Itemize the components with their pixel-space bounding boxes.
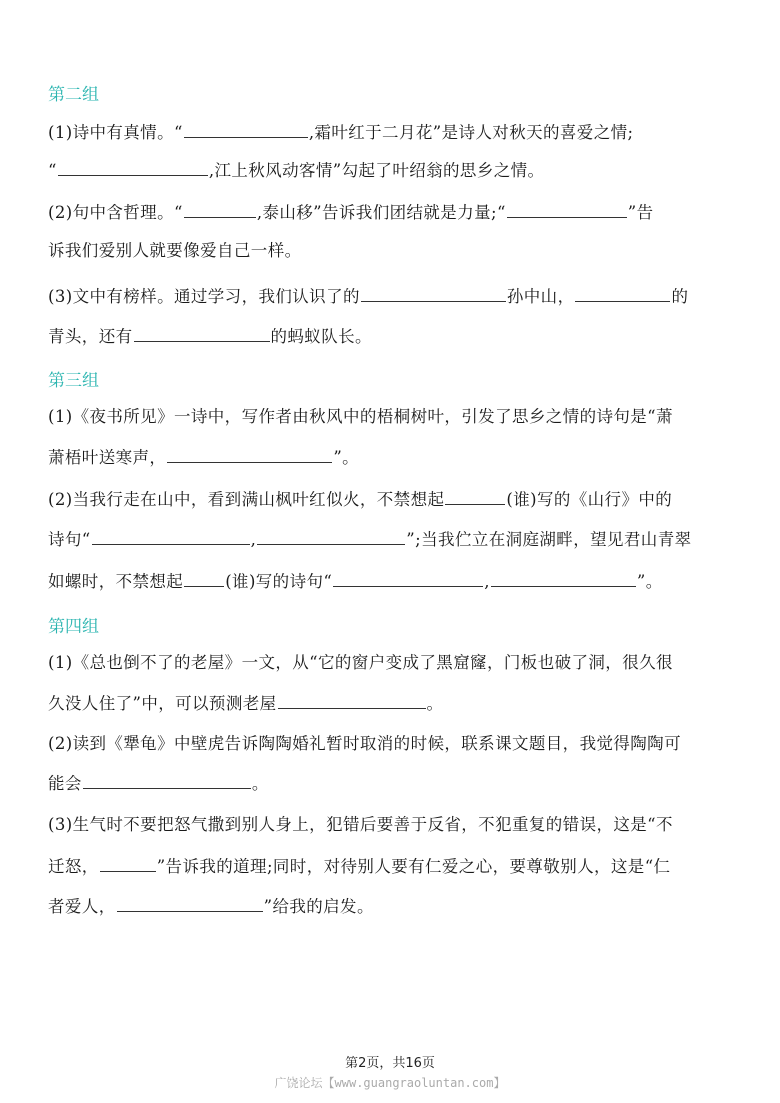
answer-blank[interactable] xyxy=(278,692,426,709)
answer-blank[interactable] xyxy=(257,528,405,545)
question-line: 诉我们爱别人就要像爱自己一样。 xyxy=(48,241,302,260)
answer-blank[interactable] xyxy=(92,528,250,545)
answer-blank[interactable] xyxy=(58,159,208,176)
question-line: (3)文中有榜样。通过学习，我们认识了的 孙中山， 的 xyxy=(48,287,689,306)
question-line: 久没人住了”中，可以预测老屋 。 xyxy=(48,694,444,713)
question-line: (2)读到《犟龟》中壁虎告诉陶陶婚礼暂时取消的时候，联系课文题目，我觉得陶陶可 xyxy=(48,734,681,753)
question-line: 迁怒， ”告诉我的道理;同时，对待别人要有仁爱之心，要尊敬别人，这是“仁 xyxy=(48,857,671,876)
answer-blank[interactable] xyxy=(83,772,251,789)
question-line: 萧梧叶送寒声， ”。 xyxy=(48,448,360,467)
question-line: “ ,江上秋风动客情”勾起了叶绍翁的思乡之情。 xyxy=(48,161,545,180)
question-line: 青头，还有 的蚂蚁队长。 xyxy=(48,327,372,346)
answer-blank[interactable] xyxy=(361,285,506,302)
answer-blank[interactable] xyxy=(134,325,270,342)
question-line: 能会 。 xyxy=(48,774,269,793)
answer-blank[interactable] xyxy=(507,201,627,218)
question-line: (2)当我行走在山中，看到满山枫叶红似火，不禁想起 (谁)写的《山行》中的 xyxy=(48,490,673,509)
page-indicator: 第2页，共16页 xyxy=(345,1056,435,1071)
answer-blank[interactable] xyxy=(100,855,156,872)
section-heading-group-4: 第四组 xyxy=(48,617,99,637)
answer-blank[interactable] xyxy=(184,121,308,138)
answer-blank[interactable] xyxy=(491,570,636,587)
section-heading-group-2: 第二组 xyxy=(48,85,99,105)
watermark-text: 广饶论坛【www.guangraoluntan.com】 xyxy=(274,1076,506,1090)
answer-blank[interactable] xyxy=(184,570,224,587)
question-line: (1)诗中有真情。“ ,霜叶红于二月花”是诗人对秋天的喜爱之情; xyxy=(48,123,634,142)
answer-blank[interactable] xyxy=(445,488,505,505)
question-line: 诗句“ , ”;当我伫立在洞庭湖畔，望见君山青翠 xyxy=(48,530,692,549)
section-heading-group-3: 第三组 xyxy=(48,371,99,391)
question-line: 者爱人， ”给我的启发。 xyxy=(48,897,374,916)
question-line: (3)生气时不要把怒气撒到别人身上，犯错后要善于反省，不犯重复的错误，这是“不 xyxy=(48,815,673,834)
question-line: 如螺时，不禁想起 (谁)写的诗句“ , ”。 xyxy=(48,572,663,591)
answer-blank[interactable] xyxy=(184,201,256,218)
answer-blank[interactable] xyxy=(575,285,670,302)
question-line: (1)《夜书所见》一诗中，写作者由秋风中的梧桐树叶，引发了思乡之情的诗句是“萧 xyxy=(48,407,673,426)
answer-blank[interactable] xyxy=(167,446,332,463)
answer-blank[interactable] xyxy=(333,570,483,587)
question-line: (2)句中含哲理。“ ,泰山移”告诉我们团结就是力量;“ ”告 xyxy=(48,203,654,222)
answer-blank[interactable] xyxy=(117,895,263,912)
question-line: (1)《总也倒不了的老屋》一文，从“它的窗户变成了黑窟窿，门板也破了洞，很久很 xyxy=(48,653,673,672)
